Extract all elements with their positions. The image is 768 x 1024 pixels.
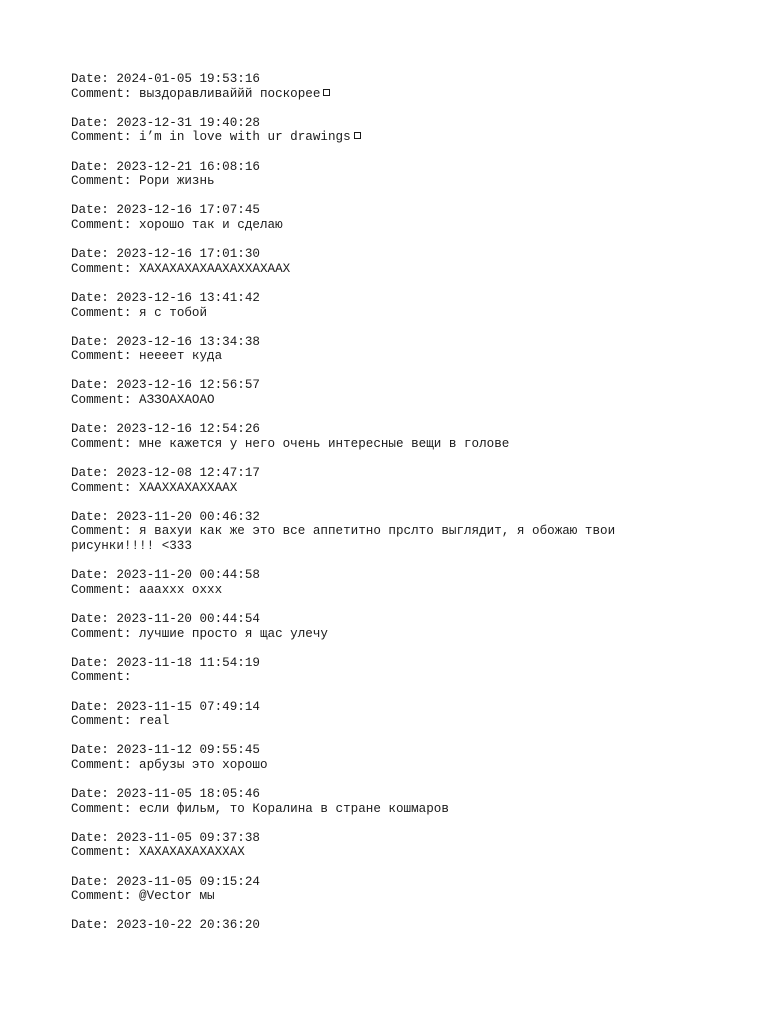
comment-entry: [71, 335, 631, 364]
comment-label: Comment:: [71, 582, 140, 597]
date-line: [71, 335, 631, 350]
missing-glyph-icon: [323, 89, 330, 96]
comment-text: выздоравливаййй поскорее: [139, 86, 321, 101]
comment-label: Comment:: [71, 889, 140, 904]
comment-label: Comment:: [71, 801, 140, 816]
date-value: 2023-11-05 09:37:38: [116, 830, 260, 845]
comment-entry: [71, 72, 631, 101]
comment-text: АЗЗОАХАОАО: [139, 393, 215, 408]
comment-label: Comment:: [71, 757, 140, 772]
date-label: Date:: [71, 422, 117, 437]
comment-entry: [71, 656, 631, 685]
comment-text: ХАХАХАХАХАХХАХ: [139, 845, 245, 860]
comment-text: хорошо так и сделаю: [139, 217, 283, 232]
date-value: 2024-01-05 19:53:16: [116, 72, 260, 86]
date-line: [71, 247, 631, 262]
date-value: 2023-11-05 18:05:46: [116, 787, 260, 802]
comment-line: [71, 714, 631, 729]
comment-entry: [71, 787, 631, 816]
comment-label: Comment:: [71, 174, 140, 189]
date-line: [71, 160, 631, 175]
comment-entry: [71, 612, 631, 641]
comment-line: [71, 349, 631, 364]
comment-entry: [71, 116, 631, 145]
comment-label: Comment:: [71, 436, 140, 451]
date-label: Date:: [71, 466, 117, 481]
comment-label: Comment:: [71, 714, 140, 729]
comment-line: [71, 583, 631, 598]
comment-text: Рори жизнь: [139, 174, 215, 189]
comment-entry: [71, 918, 631, 933]
date-line: [71, 422, 631, 437]
date-line: [71, 72, 631, 87]
date-value: 2023-11-18 11:54:19: [116, 655, 260, 670]
comment-label: Comment:: [71, 261, 140, 276]
comment-entry: [71, 743, 631, 772]
comment-text: i’m in love with ur drawings: [139, 130, 351, 145]
comment-line: [71, 174, 631, 189]
date-label: Date:: [71, 699, 117, 714]
comment-label: Comment:: [71, 845, 140, 860]
date-label: Date:: [71, 509, 117, 524]
comment-entry: [71, 378, 631, 407]
date-label: Date:: [71, 918, 117, 933]
comment-line: [71, 524, 631, 553]
date-value: 2023-12-16 13:41:42: [116, 290, 260, 305]
date-line: [71, 700, 631, 715]
comment-line: [71, 130, 631, 145]
date-label: Date:: [71, 115, 117, 130]
comment-entry: [71, 875, 631, 904]
comment-label: Comment:: [71, 626, 140, 641]
date-line: [71, 116, 631, 131]
comment-line: [71, 802, 631, 817]
date-label: Date:: [71, 787, 117, 802]
comment-entry: [71, 700, 631, 729]
date-label: Date:: [71, 378, 117, 393]
date-value: 2023-12-31 19:40:28: [116, 115, 260, 130]
date-value: 2023-12-21 16:08:16: [116, 159, 260, 174]
comment-line: [71, 845, 631, 860]
comment-text: нееeет куда: [139, 349, 223, 364]
date-value: 2023-11-05 09:15:24: [116, 874, 260, 889]
date-label: Date:: [71, 743, 117, 758]
comment-line: [71, 306, 631, 321]
comment-label: Comment:: [71, 86, 140, 101]
comment-text: арбузы это хорошо: [139, 757, 268, 772]
comment-line: [71, 393, 631, 408]
date-value: 2023-11-20 00:46:32: [116, 509, 260, 524]
comment-entry: [71, 510, 631, 554]
date-value: 2023-12-08 12:47:17: [116, 466, 260, 481]
comment-line: [71, 889, 631, 904]
date-value: 2023-11-15 07:49:14: [116, 699, 260, 714]
comment-entry: [71, 568, 631, 597]
comment-entry: [71, 247, 631, 276]
date-line: [71, 787, 631, 802]
comments-document: [71, 72, 631, 948]
comment-line: [71, 87, 631, 102]
date-label: Date:: [71, 568, 117, 583]
date-label: Date:: [71, 159, 117, 174]
comment-entry: [71, 466, 631, 495]
comment-label: Comment:: [71, 130, 140, 145]
date-line: [71, 568, 631, 583]
comment-label: Comment:: [71, 670, 140, 685]
date-label: Date:: [71, 830, 117, 845]
date-line: [71, 510, 631, 525]
date-value: 2023-11-12 09:55:45: [116, 743, 260, 758]
comment-label: Comment:: [71, 349, 140, 364]
date-line: [71, 831, 631, 846]
comment-text: мне кажется у него очень интересные вещи в голове: [139, 436, 510, 451]
comment-entry: [71, 831, 631, 860]
date-value: 2023-12-16 13:34:38: [116, 334, 260, 349]
comment-line: [71, 758, 631, 773]
date-line: [71, 203, 631, 218]
date-line: [71, 466, 631, 481]
comment-line: [71, 481, 631, 496]
date-value: 2023-11-20 00:44:54: [116, 611, 260, 626]
missing-glyph-icon: [354, 132, 361, 139]
comment-label: Comment:: [71, 305, 140, 320]
comment-line: [71, 627, 631, 642]
comment-entry: [71, 160, 631, 189]
date-value: 2023-10-22 20:36:20: [116, 918, 260, 933]
date-line: [71, 291, 631, 306]
comment-text: real: [139, 714, 170, 729]
comment-text: я с тобой: [139, 305, 208, 320]
date-value: 2023-12-16 17:07:45: [116, 203, 260, 218]
date-label: Date:: [71, 72, 117, 86]
comment-line: [71, 218, 631, 233]
date-label: Date:: [71, 247, 117, 262]
comment-text: если фильм, то Коралина в стране кошмаров: [139, 801, 449, 816]
date-label: Date:: [71, 334, 117, 349]
date-value: 2023-12-16 12:56:57: [116, 378, 260, 393]
date-line: [71, 378, 631, 393]
comment-text: аааххх охxх: [139, 582, 223, 597]
comment-text: @Vector мы: [139, 889, 215, 904]
date-line: [71, 612, 631, 627]
comment-line: [71, 262, 631, 277]
comment-label: Comment:: [71, 480, 140, 495]
comment-entry: [71, 291, 631, 320]
date-value: 2023-11-20 00:44:58: [116, 568, 260, 583]
comment-text: ХАХАХАХАХААХАХХАХААХ: [139, 261, 291, 276]
comment-entry: [71, 422, 631, 451]
date-label: Date:: [71, 290, 117, 305]
comment-line: [71, 437, 631, 452]
comment-line: [71, 670, 631, 685]
date-value: 2023-12-16 17:01:30: [116, 247, 260, 262]
date-label: Date:: [71, 655, 117, 670]
comment-text: я вахуи как же это все аппетитно прслто выглядит, я обожаю твои рисунки!!!! <333: [71, 524, 623, 553]
date-label: Date:: [71, 203, 117, 218]
comment-label: Comment:: [71, 393, 140, 408]
date-label: Date:: [71, 874, 117, 889]
comment-label: Comment:: [71, 524, 140, 539]
date-label: Date:: [71, 611, 117, 626]
comment-text: лучшие просто я щас улечу: [139, 626, 328, 641]
date-line: [71, 656, 631, 671]
comment-entry: [71, 203, 631, 232]
comment-label: Comment:: [71, 217, 140, 232]
date-line: [71, 875, 631, 890]
comment-text: ХААХХАХАХХААХ: [139, 480, 238, 495]
date-value: 2023-12-16 12:54:26: [116, 422, 260, 437]
date-line: [71, 918, 631, 933]
date-line: [71, 743, 631, 758]
